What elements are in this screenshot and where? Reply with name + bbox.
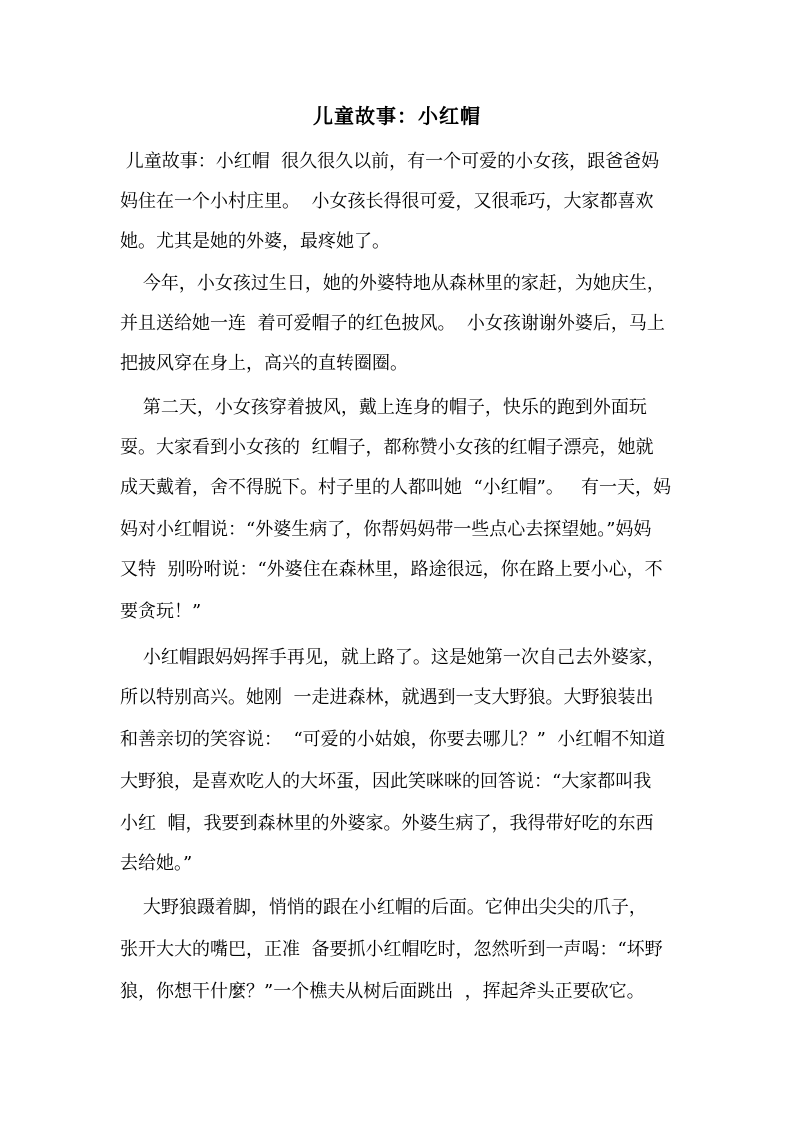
text-line: 小红帽跟妈妈挥手再见，就上路了。这是她第一次自己去外婆家， xyxy=(120,647,665,668)
text-line: 妈住在一个小村庄里。 小女孩长得很可爱，又很乖巧，大家都喜欢 xyxy=(120,191,654,212)
document-title: 儿童故事：小红帽 xyxy=(313,104,481,128)
text-line: 今年，小女孩过生日，她的外婆特地从森林里的家赶，为她庆生， xyxy=(120,273,665,294)
text-line: 把披风穿在身上，高兴的直转圈圈。 xyxy=(120,353,408,374)
text-line: 耍。大家看到小女孩的 红帽子，都称赞小女孩的红帽子漂亮，她就 xyxy=(120,437,654,458)
text-line: 并且送给她一连 着可爱帽子的红色披风。 小女孩谢谢外婆后，马上 xyxy=(120,313,665,334)
text-line: 成天戴着，舍不得脱下。村子里的人都叫她 “小红帽”。 有一天，妈 xyxy=(120,477,672,498)
text-line: 要贪玩！” xyxy=(120,601,202,622)
text-line: 妈对小红帽说：“外婆生病了，你帮妈妈带一些点心去探望她。”妈妈 xyxy=(120,519,652,540)
text-line: 第二天，小女孩穿着披风，戴上连身的帽子，快乐的跑到外面玩 xyxy=(120,397,647,418)
text-line: 大野狼，是喜欢吃人的大坏蛋，因此笑咪咪的回答说：“大家都叫我 xyxy=(120,771,652,792)
text-line: 儿童故事：小红帽 很久很久以前，有一个可爱的小女孩，跟爸爸妈 xyxy=(120,151,660,172)
text-line: 张开大大的嘴巴，正准 备要抓小红帽吃时，忽然听到一声喝：“坏野 xyxy=(120,939,663,960)
text-line: 又特 别吩咐说：“外婆住在森林里，路途很远，你在路上要小心，不 xyxy=(120,559,663,580)
text-line: 大野狼蹑着脚，悄悄的跟在小红帽的后面。它伸出尖尖的爪子， xyxy=(120,897,647,918)
text-line: 小红 帽，我要到森林里的外婆家。外婆生病了，我得带好吃的东西 xyxy=(120,813,654,834)
text-line: 所以特别高兴。她刚 一走进森林，就遇到一支大野狼。大野狼装出 xyxy=(120,687,654,708)
text-line: 狼，你想干什麼？”一个樵夫从树后面跳出 ，挥起斧头正要砍它。 xyxy=(120,981,645,1002)
text-line: 和善亲切的笑容说： “可爱的小姑娘，你要去哪儿？” 小红帽不知道 xyxy=(120,729,666,750)
text-line: 她。尤其是她的外婆，最疼她了。 xyxy=(120,231,390,252)
text-line: 去给她。” xyxy=(120,853,193,874)
